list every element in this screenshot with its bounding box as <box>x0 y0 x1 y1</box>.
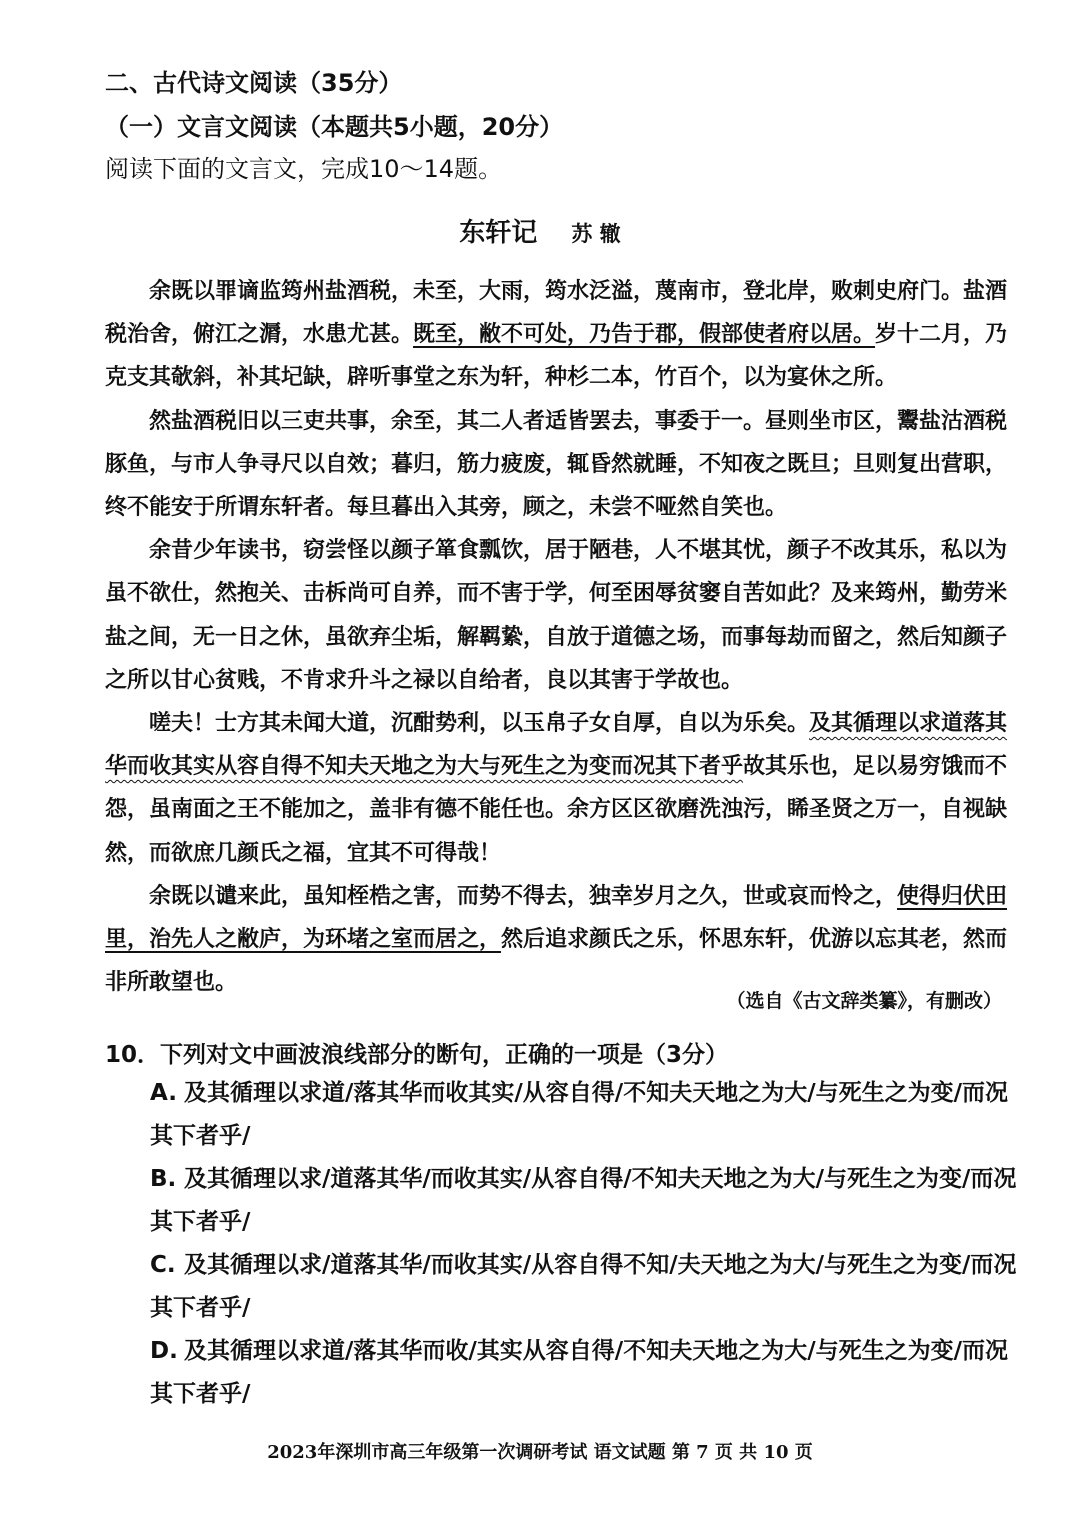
section-heading: 二、古代诗文阅读（35分） <box>105 69 403 97</box>
paragraph-text: 岁十二月，乃克支其欹斜，补其圮缺，辟听事堂之东为轩，种杉二本，竹百个，以为宴休之所。 <box>105 322 1008 391</box>
underlined-sentence: 使得归伏田里，治先人之敝庐，为环堵之室而居之， <box>105 883 1008 953</box>
paragraph-text: 故其乐也，足以易穷饿而不怨，虽南面之王不能加之，盖非有德不能任也。余方区区欲磨洗浊污，睎圣贤之万一，自视缺然，而欲庶几颜氏之福，宜其不可得哉！ <box>105 754 1008 866</box>
option-text: 及其循理以求/道落其华/而收其实/从容自得不知/夫天地之为大/与死生之为变/而况其下者乎/ <box>150 1252 1017 1321</box>
instruction-text: 阅读下面的文言文，完成10～14题。 <box>105 155 503 183</box>
passage-body <box>105 270 1015 1004</box>
option-a <box>150 1072 1020 1158</box>
passage-title: 东轩记 <box>459 218 538 248</box>
option-text: 及其循理以求道/落其华而收其实/从容自得/不知夫天地之为大/与死生之为变/而况其下者乎/ <box>150 1080 1009 1149</box>
paragraph-5 <box>105 875 1015 1005</box>
subsection-heading: （一）文言文阅读（本题共5小题，20分） <box>105 113 564 141</box>
answer-options <box>105 1072 1020 1416</box>
option-label: B. <box>150 1166 177 1192</box>
question-10 <box>105 1038 1020 1416</box>
paragraph-4 <box>105 702 1015 875</box>
paragraph-1 <box>105 270 1015 400</box>
option-text: 及其循理以求/道落其华/而收其实/从容自得/不知夫天地之为大/与死生之为变/而况其下者乎/ <box>150 1166 1017 1235</box>
question-stem: 10．下列对文中画波浪线部分的断句，正确的一项是（3分） <box>105 1042 729 1068</box>
underlined-sentence: 既至，敝不可处，乃告于郡，假部使者府以居。 <box>413 322 876 348</box>
wavy-underlined-sentence: 及其循理以求道落其华而收其实从容自得不知夫天地之为大与死生之为变而况其下者乎 <box>105 711 1008 780</box>
paragraph-3: 余昔少年读书，窃尝怪以颜子箪食瓢饮，居于陋巷，人不堪其忧，颜子不改其乐，私以为虽不欲仕，然抱关、击柝尚可自养，而不害于学，何至困辱贫窭自苦如此？及来筠州，勤劳米盐之间，无一日之休，虽欲弃尘垢，解羁絷，自放于道德之场，而事每劫而留之，然后知颜子之所以甘心贫贱，不肯求升斗之禄以自给者，良以其害于学故也。 <box>105 538 1008 693</box>
option-text: 及其循理以求道/落其华而收/其实从容自得/不知夫天地之为大/与死生之为变/而况其下者乎/ <box>150 1338 1009 1407</box>
paragraph-text: 嗟夫！士方其未闻大道，沉酣势利，以玉帛子女自厚，自以为乐矣。 <box>149 711 810 737</box>
paragraph-text: 余既以谴来此，虽知桎梏之害，而势不得去，独幸岁月之久，世或哀而怜之， <box>149 883 898 909</box>
option-label: A. <box>150 1080 177 1106</box>
paragraph-text: 然后追求颜氏之乐，怀思东轩，优游以忘其老，然而非所敢望也。 <box>105 927 1008 996</box>
option-b <box>150 1158 1020 1244</box>
paragraph-2: 然盐酒税旧以三吏共事，余至，其二人者适皆罢去，事委于一。昼则坐市区，鬻盐沽酒税豚鱼，与市人争寻尺以自效；暮归，筋力疲废，辄昏然就睡，不知夜之既旦；旦则复出营职，终不能安于所谓东轩者。每旦暮出入其旁，顾之，未尝不哑然自笑也。 <box>105 408 1008 521</box>
option-d <box>150 1330 1020 1416</box>
passage-source: （选自《古文辞类纂》，有删改） <box>726 990 1002 1012</box>
option-label: C. <box>150 1252 176 1278</box>
option-label: D. <box>150 1338 178 1364</box>
paragraph-text: 余既以罪谪监筠州盐酒税，未至，大雨，筠水泛溢，蔑南市，登北岸，败刺史府门。盐酒税治舍，俯江之漘，水患尤甚。 <box>105 279 1008 348</box>
passage-author: 苏 辙 <box>571 222 621 246</box>
page-footer: 2023年深圳市高三年级第一次调研考试 语文试题 第 7 页 共 10 页 <box>267 1442 813 1463</box>
option-c <box>150 1244 1020 1330</box>
passage-title-block <box>0 212 1080 249</box>
